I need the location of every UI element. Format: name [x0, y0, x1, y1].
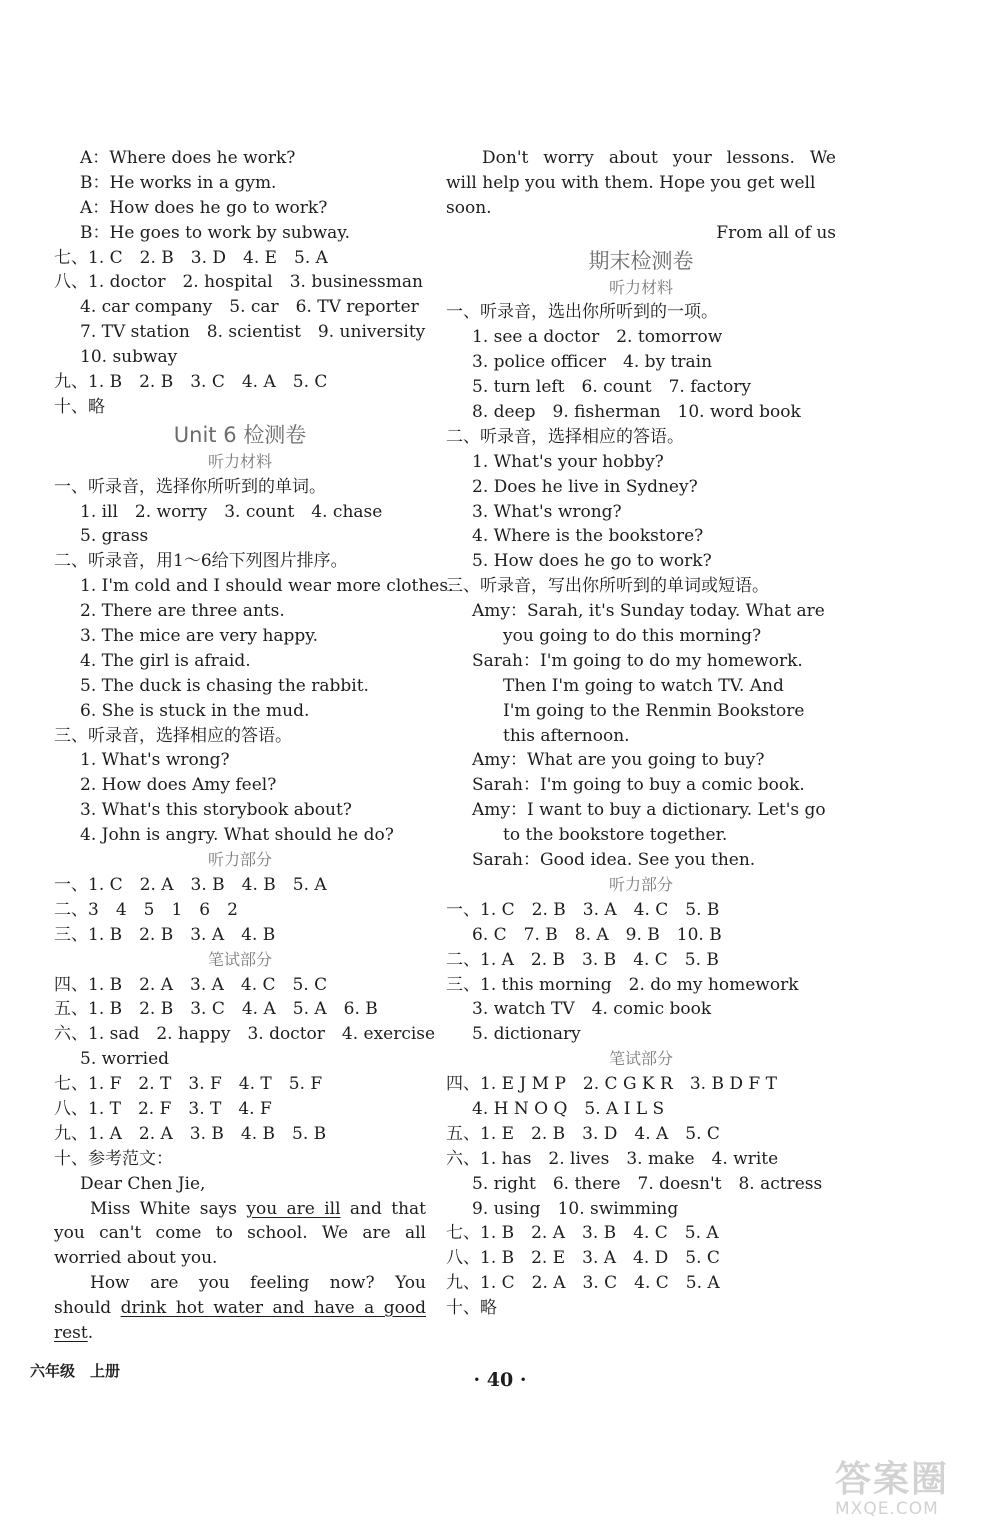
subsection-heading: 笔试部分	[608, 1049, 673, 1069]
answer-line: Amy：What are you going to buy?	[472, 750, 765, 771]
subsection-heading: 听力部分	[608, 874, 673, 894]
answer-line: 5. How does he go to work?	[472, 551, 712, 572]
answer-line: 六、1. has 2. lives 3. make 4. write	[446, 1148, 779, 1169]
answer-line: 3. What's this storybook about?	[80, 800, 352, 821]
answer-line: 1. ill 2. worry 3. count 4. chase	[80, 501, 383, 522]
letter-line	[54, 1246, 426, 1271]
answer-line: will help you with them. Hope you get well	[446, 172, 816, 193]
answer-line: 4. The girl is afraid.	[80, 650, 251, 671]
letter-text: and that	[340, 1198, 426, 1219]
grade-label: 六年级 上册	[30, 1362, 121, 1380]
answer-line: 一、1. C 2. A 3. B 4. B 5. A	[54, 874, 327, 895]
answer-line: 三、1. this morning 2. do my homework	[446, 974, 799, 995]
answer-line: 一、1. C 2. B 3. A 4. C 5. B	[446, 899, 720, 920]
answer-line: 五、1. E 2. B 3. D 4. A 5. C	[446, 1123, 720, 1144]
answer-line: 3. What's wrong?	[472, 501, 622, 522]
subsection-heading: 听力部分	[207, 850, 272, 870]
left-column	[54, 146, 454, 1346]
answer-line: 2. There are three ants.	[80, 601, 285, 622]
answer-line: Don't worry about your lessons. We	[482, 148, 836, 168]
answer-line: A：Where does he work?	[80, 148, 296, 168]
answer-line: 10. subway	[80, 347, 178, 368]
watermark-logo	[835, 1460, 985, 1520]
subsection-heading: 听力材料	[207, 451, 272, 471]
answer-line: 九、1. A 2. A 3. B 4. B 5. B	[54, 1123, 327, 1144]
answer-line: 二、听录音，选择相应的答语。	[446, 426, 684, 447]
answer-line: 4. Where is the bookstore?	[472, 526, 704, 547]
answer-line: Sarah：Good idea. See you then.	[472, 850, 756, 871]
answer-line: 十、略	[54, 396, 105, 417]
answer-line: 一、听录音，选择你所听到的单词。	[54, 476, 326, 497]
answer-line: Amy：I want to buy a dictionary. Let's go	[472, 800, 826, 821]
subsection-heading: 听力材料	[608, 277, 673, 297]
right-column	[446, 146, 836, 1321]
answer-line: 1. see a doctor 2. tomorrow	[472, 327, 723, 348]
answer-line: 5. dictionary	[472, 1024, 581, 1045]
answer-line: 3. watch TV 4. comic book	[472, 999, 712, 1020]
answer-line: 1. What's wrong?	[80, 750, 230, 771]
answer-line: 6. C 7. B 8. A 9. B 10. B	[472, 924, 722, 945]
answer-line: 八、1. B 2. E 3. A 4. D 5. C	[446, 1248, 720, 1269]
answer-line: 七、1. F 2. T 3. F 4. T 5. F	[54, 1074, 323, 1095]
answer-line: 三、听录音，选择相应的答语。	[54, 725, 292, 746]
letter-line	[54, 1296, 426, 1321]
answer-line: 5. turn left 6. count 7. factory	[472, 377, 751, 398]
answer-line: 三、1. B 2. B 3. A 4. B	[54, 924, 276, 945]
subsection-heading: 笔试部分	[207, 949, 272, 969]
underlined-answer: drink hot water and have a good	[120, 1298, 426, 1319]
underlined-answer: you are ill	[246, 1198, 341, 1219]
watermark-text: 答案圈	[835, 1459, 950, 1500]
underlined-answer: rest	[54, 1322, 88, 1343]
answer-line: 十、参考范文：	[54, 1148, 173, 1169]
answer-line: 八、1. T 2. F 3. T 4. F	[54, 1098, 272, 1119]
answer-line: 2. How does Amy feel?	[80, 775, 277, 796]
answer-line: Then I'm going to watch TV. And	[503, 675, 784, 696]
answer-line: this afternoon.	[503, 725, 630, 746]
answer-line: 八、1. doctor 2. hospital 3. businessman	[54, 272, 423, 293]
answer-line: 7. TV station 8. scientist 9. university	[80, 322, 426, 343]
letter-text: How are you feeling now? You	[90, 1273, 426, 1294]
answer-line: 四、1. E J M P 2. C G K R 3. B D F T	[446, 1074, 777, 1095]
answer-line: 一、听录音，选出你所听到的一项。	[446, 302, 718, 323]
answer-line: 十、略	[446, 1298, 497, 1319]
answer-line: 6. She is stuck in the mud.	[80, 700, 310, 721]
section-title: 期末检测卷	[588, 248, 694, 273]
letter-text: should	[54, 1298, 121, 1319]
answer-line: 二、1. A 2. B 3. B 4. C 5. B	[446, 949, 719, 970]
answer-line: 六、1. sad 2. happy 3. doctor 4. exercise	[54, 1024, 436, 1045]
answer-line: soon.	[446, 197, 492, 218]
answer-line: 九、1. C 2. A 3. C 4. C 5. A	[446, 1273, 720, 1294]
answer-line: 2. Does he live in Sydney?	[472, 476, 698, 497]
answer-line: 4. H N O Q 5. A I L S	[472, 1098, 665, 1119]
answer-line: 4. John is angry. What should he do?	[80, 825, 394, 846]
answer-line: 1. What's your hobby?	[472, 451, 664, 472]
answer-line: 七、1. B 2. A 3. B 4. C 5. A	[446, 1223, 719, 1244]
answer-line: 七、1. C 2. B 3. D 4. E 5. A	[54, 247, 328, 268]
answer-line: 9. using 10. swimming	[472, 1198, 679, 1219]
answer-line: 3. police officer 4. by train	[472, 352, 713, 373]
answer-line: 3. The mice are very happy.	[80, 626, 319, 647]
answer-line: 五、1. B 2. B 3. C 4. A 5. A 6. B	[54, 999, 378, 1020]
answer-line: Dear Chen Jie,	[80, 1173, 206, 1194]
answer-line: B：He goes to work by subway.	[80, 222, 351, 243]
answer-line: 5. right 6. there 7. doesn't 8. actress	[472, 1173, 823, 1194]
answer-line: 四、1. B 2. A 3. A 4. C 5. C	[54, 974, 328, 995]
answer-line: 三、听录音，写出你所听到的单词或短语。	[446, 576, 769, 597]
letter-line	[54, 1221, 426, 1246]
answer-line: to the bookstore together.	[503, 825, 728, 846]
letter-text: .	[87, 1322, 94, 1343]
letter-line	[54, 1321, 426, 1346]
answer-line: 4. car company 5. car 6. TV reporter	[80, 297, 419, 318]
answer-line: A：How does he go to work?	[80, 197, 328, 218]
answer-line: 九、1. B 2. B 3. C 4. A 5. C	[54, 372, 328, 393]
answer-line: 5. worried	[80, 1049, 170, 1070]
answer-line: 5. grass	[80, 526, 149, 547]
answer-line: 1. I'm cold and I should wear more clothes.	[80, 576, 454, 597]
answer-line: 二、3 4 5 1 6 2	[54, 899, 238, 920]
answer-line: Amy：Sarah, it's Sunday today. What are	[472, 601, 825, 622]
answer-line: Sarah：I'm going to do my homework.	[472, 650, 803, 671]
answer-line: you going to do this morning?	[503, 626, 762, 647]
answer-line: I'm going to the Renmin Bookstore	[503, 700, 805, 721]
section-title: Unit 6 检测卷	[173, 422, 307, 447]
answer-line: B：He works in a gym.	[80, 172, 277, 193]
letter-line	[54, 1197, 426, 1222]
answer-line: From all of us	[716, 222, 836, 243]
letter-text: you can't come to school. We are all	[54, 1223, 426, 1244]
page-number: · 40 ·	[473, 1369, 527, 1391]
letter-line	[54, 1271, 426, 1296]
answer-line: 8. deep 9. fisherman 10. word book	[472, 402, 801, 423]
watermark-url: MXQE.COM	[835, 1499, 939, 1519]
letter-text: Miss White says	[90, 1198, 247, 1219]
answer-line: Sarah：I'm going to buy a comic book.	[472, 775, 805, 796]
answer-line: 二、听录音，用1～6给下列图片排序。	[54, 551, 348, 572]
answer-line: 5. The duck is chasing the rabbit.	[80, 675, 369, 696]
letter-text: worried about you.	[54, 1248, 218, 1269]
